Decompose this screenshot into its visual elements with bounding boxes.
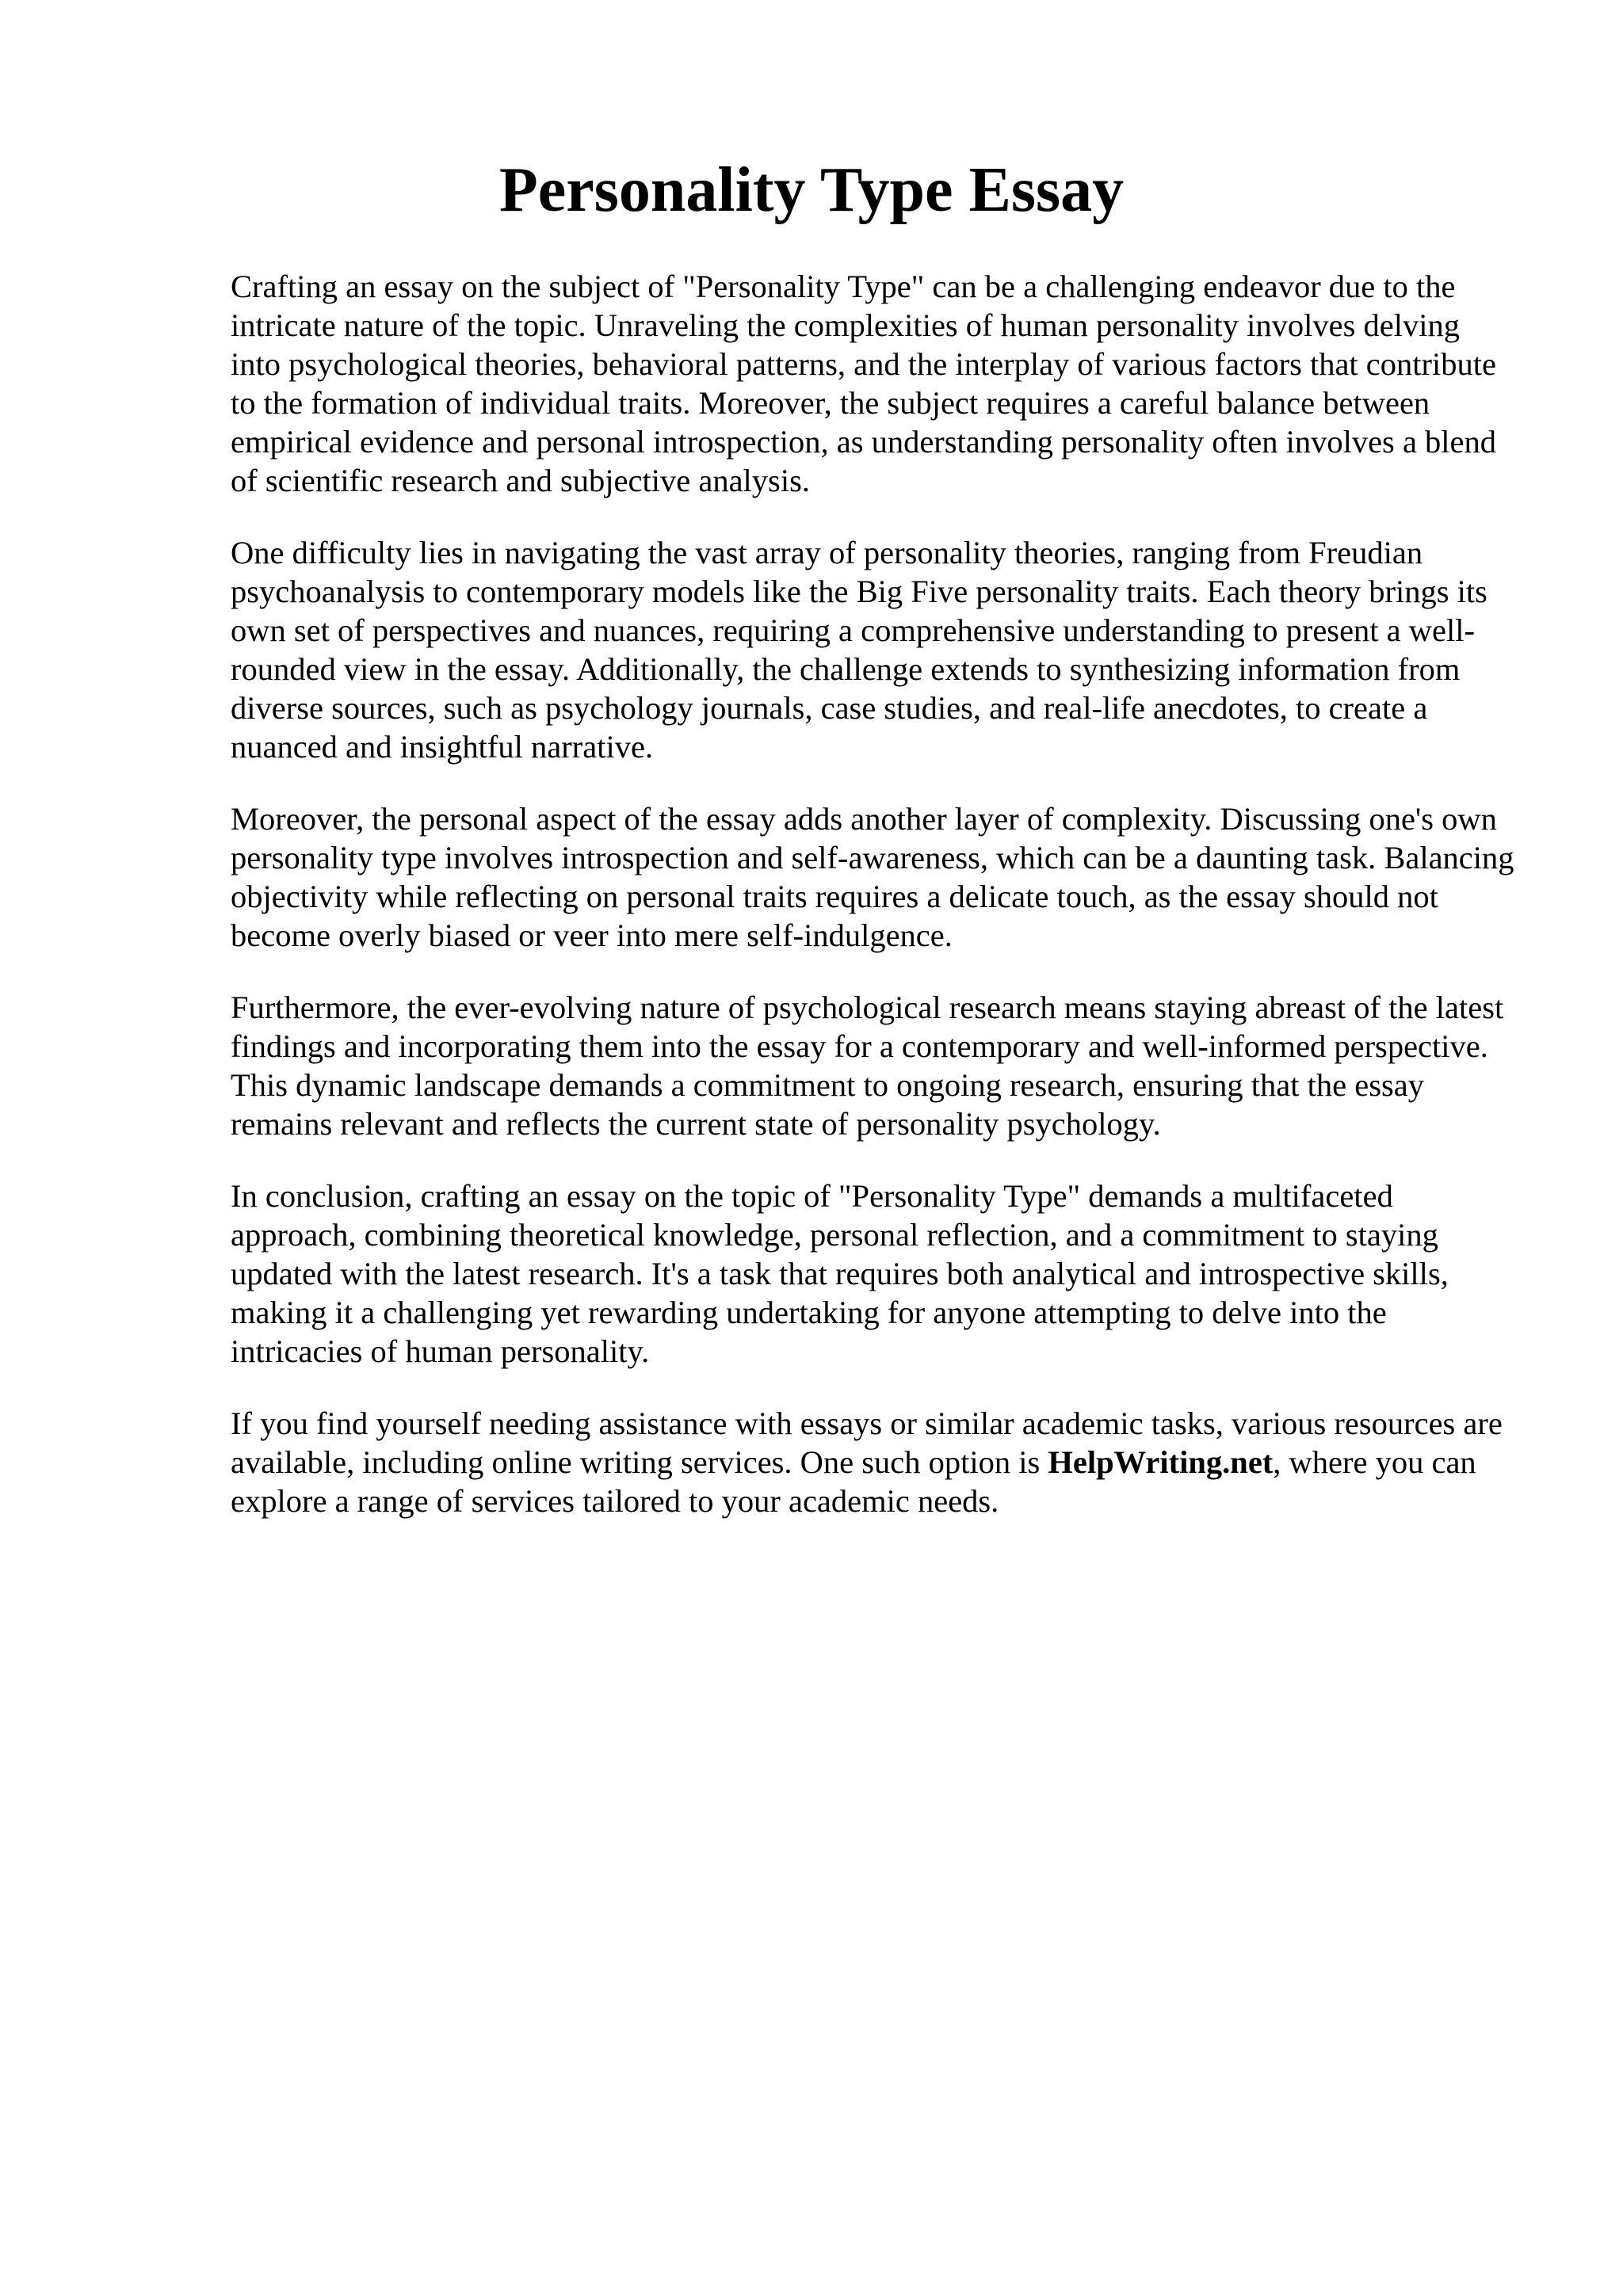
paragraph-5: In conclusion, crafting an essay on the topic of "Personality Type" demands a multifaceted approach, combining theoretical knowledge, personal reflection, and a commitment to staying updated with the latest research. It's a task that requires both analytical and introspective skills, making it a challenging yet rewarding undertaking for anyone attempting to delve into the intricacies of human personality. — [231, 1178, 1449, 1369]
paragraph-2: One difficulty lies in navigating the vast array of personality theories, ranging from Freudian psychoanalysis to contemporary models like the Big Five personality traits. Each theory brings its own set of perspectives and nuances, requiring a comprehensive understanding to present a well-rounded view in the essay. Additionally, the challenge extends to synthesizing information from diverse sources, such as psychology journals, case studies, and real-life anecdotes, to create a nuanced and insightful narrative. — [231, 535, 1487, 765]
page-title: Personality Type Essay — [498, 155, 1125, 225]
paragraph-6-after: , where you can explore a range of services tailored to your academic needs. — [231, 1444, 1476, 1519]
paragraph-3: Moreover, the personal aspect of the essay adds another layer of complexity. Discussing one's own personality type involves introspection and self-awareness, which can be a daunting task. Balancing objectivity while reflecting on personal traits requires a delicate touch, as the essay should not become overly biased or veer into mere self-indulgence. — [231, 801, 1514, 953]
paragraph-6 — [231, 1404, 1514, 1520]
helpwriting-link[interactable]: HelpWriting.net — [1048, 1444, 1274, 1480]
paragraph-4: Furthermore, the ever-evolving nature of psychological research means staying abreast of the latest findings and incorporating them into the essay for a contemporary and well-informed perspective. This dynamic landscape demands a commitment to ongoing research, ensuring that the essay remains relevant and reflects the current state of personality psychology. — [231, 990, 1504, 1142]
paragraph-1: Crafting an essay on the subject of "Personality Type" can be a challenging endeavor due to the intricate nature of the topic. Unraveling the complexities of human personality involves delving into psychological theories, behavioral patterns, and the interplay of various factors that contribute to the formation of individual traits. Moreover, the subject requires a careful balance between empirical evidence and personal introspection, as understanding personality often involves a blend of scientific research and subjective analysis. — [231, 269, 1497, 498]
paragraph-6-before: If you find yourself needing assistance with essays or similar academic tasks, various resources are available, including online writing services. One such option is — [231, 1405, 1503, 1480]
essay-body — [231, 267, 1514, 1554]
